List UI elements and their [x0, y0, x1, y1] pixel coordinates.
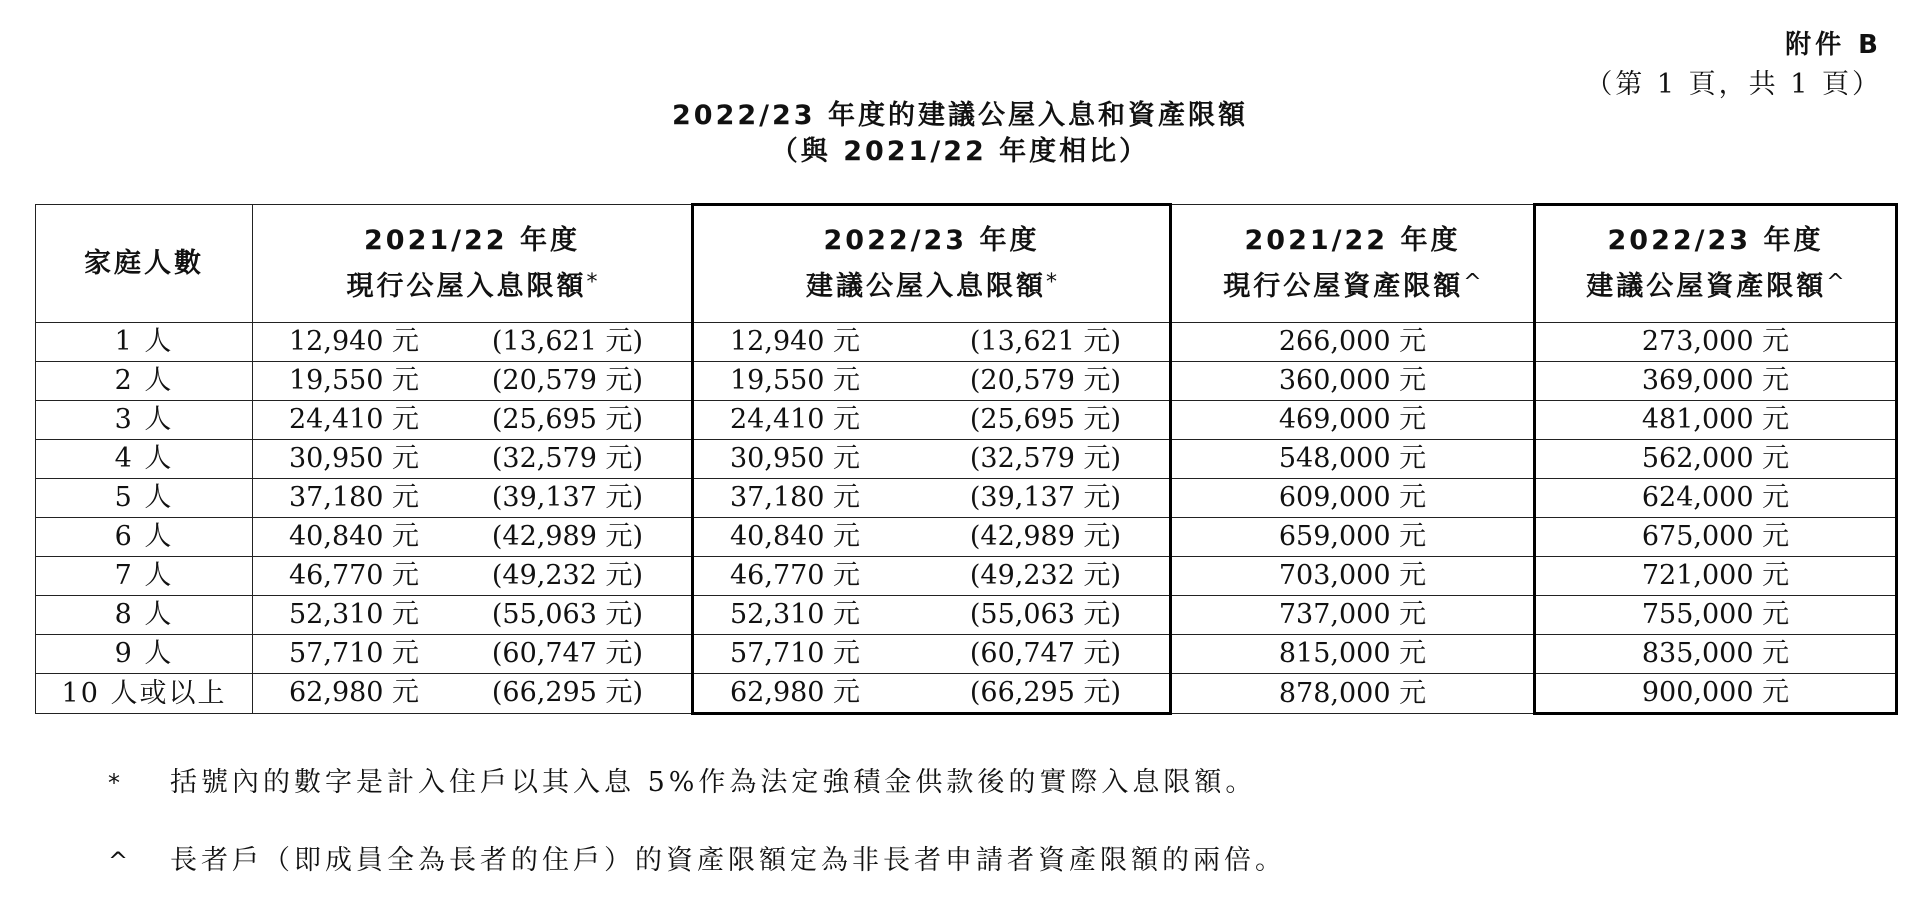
current-income-net-value: (32,579 元)	[491, 443, 643, 474]
current-income-cell	[253, 401, 693, 440]
table-row	[36, 323, 1897, 362]
household-size-cell: 8 人	[36, 596, 253, 635]
proposed-income-net-value: (13,621 元)	[969, 326, 1121, 357]
current-income-cell	[253, 362, 693, 401]
caret-mark: ^	[1463, 269, 1482, 295]
header-proposed-asset-label: 建議公屋資產限額	[1586, 271, 1827, 302]
current-income-cell	[253, 479, 693, 518]
proposed-income-cell	[693, 518, 1171, 557]
current-asset-cell: 548,000 元	[1171, 440, 1535, 479]
proposed-income-cell	[693, 596, 1171, 635]
household-size-cell: 5 人	[36, 479, 253, 518]
current-income-value: 57,710 元	[289, 638, 420, 669]
current-income-value: 19,550 元	[289, 365, 420, 396]
proposed-income-cell	[693, 674, 1171, 714]
document-title: 2022/23 年度的建議公屋入息和資產限額	[672, 100, 1248, 131]
household-size-cell: 2 人	[36, 362, 253, 401]
proposed-income-net-value: (60,747 元)	[969, 638, 1121, 669]
table-row	[36, 596, 1897, 635]
proposed-income-value: 40,840 元	[730, 521, 861, 552]
current-income-net-value: (60,747 元)	[491, 638, 643, 669]
proposed-asset-cell: 835,000 元	[1535, 635, 1897, 674]
current-income-value: 30,950 元	[289, 443, 420, 474]
proposed-income-cell	[693, 362, 1171, 401]
current-income-net-value: (20,579 元)	[491, 365, 643, 396]
proposed-income-value: 24,410 元	[730, 404, 861, 435]
table-row	[36, 557, 1897, 596]
header-current-income-label: 現行公屋入息限額	[346, 270, 587, 302]
header-proposed-income	[693, 205, 1171, 323]
current-income-net-value: (39,137 元)	[491, 482, 643, 513]
proposed-income-value: 46,770 元	[730, 560, 861, 591]
header-current-asset-year: 2021/22 年度	[1244, 224, 1461, 256]
header-current-income-year: 2021/22 年度	[364, 224, 580, 256]
household-size-cell: 9 人	[36, 635, 253, 674]
current-income-net-value: (66,295 元)	[491, 677, 643, 708]
annex-label: 附件 B	[1785, 30, 1882, 60]
current-asset-cell: 266,000 元	[1171, 323, 1535, 362]
proposed-income-net-value: (39,137 元)	[969, 482, 1121, 513]
asterisk-mark: *	[1046, 270, 1057, 295]
table-body	[36, 323, 1897, 714]
current-income-value: 37,180 元	[289, 482, 420, 513]
header-current-asset	[1171, 205, 1535, 323]
current-income-value: 24,410 元	[289, 404, 420, 435]
current-income-value: 62,980 元	[289, 677, 420, 708]
proposed-income-value: 30,950 元	[730, 443, 861, 474]
header-current-asset-label: 現行公屋資產限額	[1223, 270, 1464, 302]
current-asset-cell: 878,000 元	[1171, 674, 1535, 714]
proposed-asset-cell: 721,000 元	[1535, 557, 1897, 596]
table-row	[36, 440, 1897, 479]
header-proposed-asset	[1535, 205, 1897, 323]
proposed-income-cell	[693, 479, 1171, 518]
current-income-net-value: (13,621 元)	[491, 326, 643, 357]
current-income-cell	[253, 635, 693, 674]
header-proposed-asset-year: 2022/23 年度	[1607, 225, 1824, 256]
proposed-income-cell	[693, 557, 1171, 596]
proposed-asset-cell: 624,000 元	[1535, 479, 1897, 518]
proposed-asset-cell: 369,000 元	[1535, 362, 1897, 401]
header-proposed-income-label: 建議公屋入息限額	[806, 271, 1046, 302]
household-size-cell: 4 人	[36, 440, 253, 479]
proposed-income-net-value: (49,232 元)	[969, 560, 1121, 591]
proposed-income-net-value: (25,695 元)	[969, 404, 1121, 435]
table-row	[36, 518, 1897, 557]
current-asset-cell: 469,000 元	[1171, 401, 1535, 440]
current-asset-cell: 609,000 元	[1171, 479, 1535, 518]
current-income-cell	[253, 440, 693, 479]
current-income-cell	[253, 518, 693, 557]
table-row	[36, 674, 1897, 714]
proposed-asset-cell: 900,000 元	[1535, 674, 1897, 714]
header-proposed-income-year: 2022/23 年度	[823, 225, 1040, 256]
page-info: （第 1 頁，共 1 頁）	[1585, 69, 1882, 100]
proposed-asset-cell: 675,000 元	[1535, 518, 1897, 557]
current-asset-cell: 737,000 元	[1171, 596, 1535, 635]
household-size-cell: 7 人	[36, 557, 253, 596]
proposed-income-value: 19,550 元	[730, 365, 861, 396]
current-income-net-value: (25,695 元)	[491, 404, 643, 435]
proposed-income-net-value: (55,063 元)	[969, 599, 1121, 630]
current-income-cell	[253, 596, 693, 635]
current-asset-cell: 360,000 元	[1171, 362, 1535, 401]
proposed-income-value: 12,940 元	[730, 326, 861, 357]
proposed-asset-cell: 755,000 元	[1535, 596, 1897, 635]
current-income-value: 52,310 元	[289, 599, 420, 630]
footnote-mark: *	[108, 769, 124, 797]
header-current-income	[253, 205, 693, 323]
current-income-value: 12,940 元	[289, 326, 420, 357]
proposed-asset-cell: 481,000 元	[1535, 401, 1897, 440]
header-household-label: 家庭人數	[84, 247, 204, 279]
proposed-income-value: 37,180 元	[730, 482, 861, 513]
proposed-income-value: 52,310 元	[730, 599, 861, 630]
proposed-asset-cell: 562,000 元	[1535, 440, 1897, 479]
current-income-value: 46,770 元	[289, 560, 420, 591]
proposed-income-value: 57,710 元	[730, 638, 861, 669]
current-income-value: 40,840 元	[289, 521, 420, 552]
asterisk-mark: *	[586, 269, 598, 295]
household-size-cell: 6 人	[36, 518, 253, 557]
current-income-net-value: (42,989 元)	[491, 521, 643, 552]
current-income-cell	[253, 557, 693, 596]
footnote-asterisk	[108, 760, 1256, 799]
proposed-asset-cell: 273,000 元	[1535, 323, 1897, 362]
proposed-income-net-value: (66,295 元)	[969, 677, 1121, 708]
proposed-income-cell	[693, 401, 1171, 440]
current-asset-cell: 659,000 元	[1171, 518, 1535, 557]
footnote-text: 括號內的數字是計入住戶以其入息 5%作為法定強積金供款後的實際入息限額。	[170, 767, 1257, 798]
table-header-row	[36, 205, 1897, 323]
proposed-income-cell	[693, 440, 1171, 479]
limits-table	[35, 203, 1898, 715]
current-asset-cell: 703,000 元	[1171, 557, 1535, 596]
proposed-income-value: 62,980 元	[730, 677, 861, 708]
footnote-caret	[108, 838, 1286, 877]
current-income-cell	[253, 674, 693, 714]
current-income-cell	[253, 323, 693, 362]
household-size-cell: 3 人	[36, 401, 253, 440]
proposed-income-cell	[693, 323, 1171, 362]
household-size-cell: 10 人或以上	[36, 674, 253, 714]
caret-mark: ^	[1826, 270, 1845, 295]
current-income-net-value: (55,063 元)	[491, 599, 643, 630]
proposed-income-net-value: (32,579 元)	[969, 443, 1121, 474]
table-row	[36, 479, 1897, 518]
footnote-text: 長者戶（即成員全為長者的住戶）的資產限額定為非長者申請者資產限額的兩倍。	[170, 845, 1286, 876]
proposed-income-cell	[693, 635, 1171, 674]
table-row	[36, 401, 1897, 440]
table-row	[36, 635, 1897, 674]
table-row	[36, 362, 1897, 401]
proposed-income-net-value: (42,989 元)	[969, 521, 1121, 552]
document-subtitle: （與 2021/22 年度相比）	[770, 136, 1150, 167]
household-size-cell: 1 人	[36, 323, 253, 362]
current-asset-cell: 815,000 元	[1171, 635, 1535, 674]
current-income-net-value: (49,232 元)	[491, 560, 643, 591]
header-household	[36, 205, 253, 323]
footnote-mark: ^	[108, 847, 133, 875]
proposed-income-net-value: (20,579 元)	[969, 365, 1121, 396]
